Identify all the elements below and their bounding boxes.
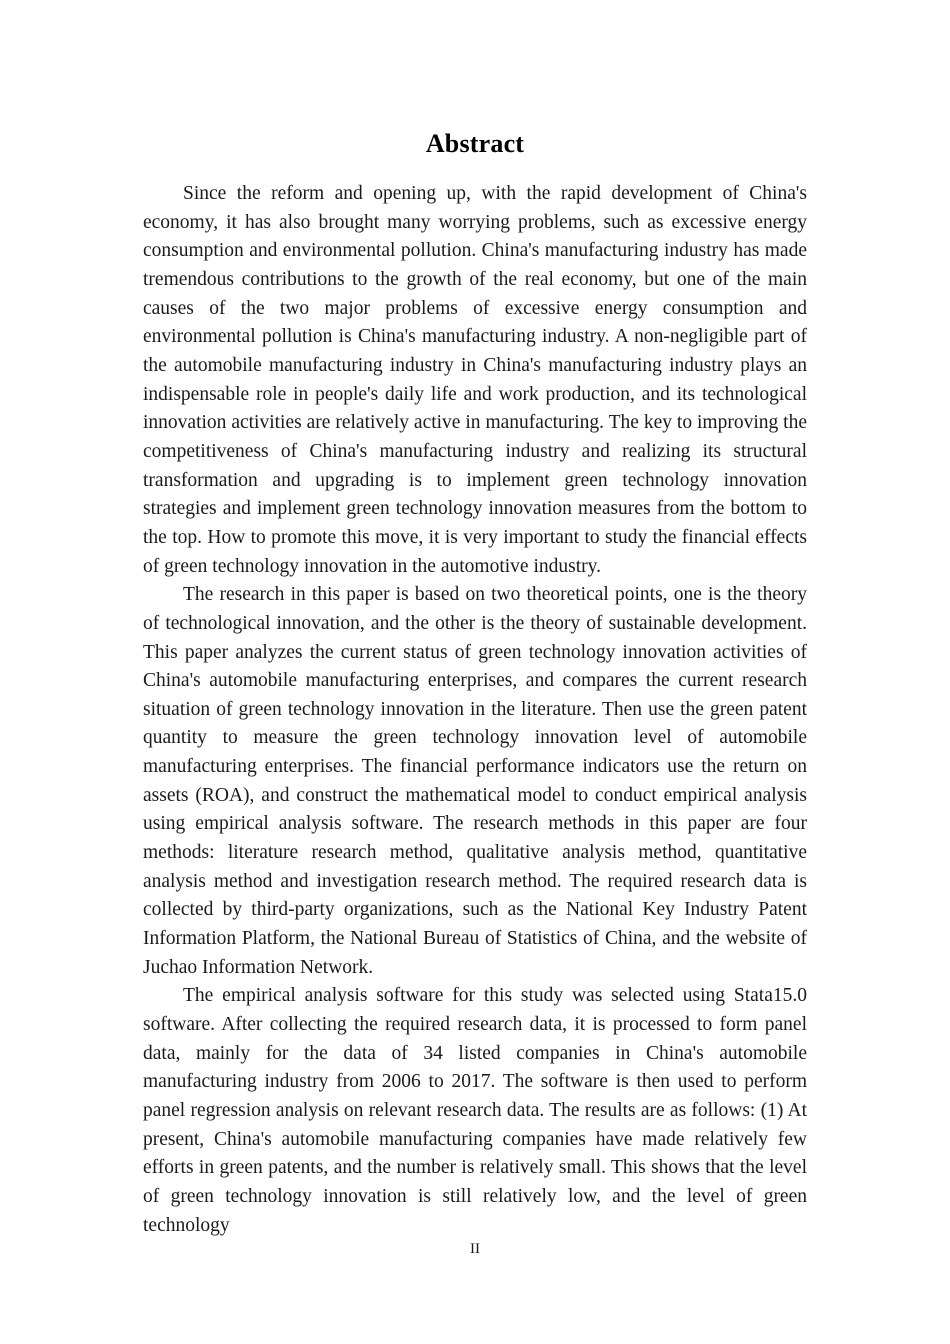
paragraph: The research in this paper is based on two theoretical points, one is the theory of technological innovation, and the other is the theory of sustainable development. This paper analyzes the current status of green technology innovation activities of China's automobile manufacturing enterprises, and compares the current research situation of green technology innovation in the literature. Then use the green patent quantity to measure the green technology innovation level of automobile manufacturing enterprises. The financial performance indicators use the return on assets (ROA), and construct the mathematical model to conduct empirical analysis using empirical analysis software. The research methods in this paper are four methods: literature research method, qualitative analysis method, quantitative analysis method and investigation research method. The required research data is collected by third-party organizations, such as the National Key Industry Patent Information Platform, the National Bureau of Statistics of China, and the website of Juchao Information Network. [143, 584, 807, 978]
paragraph: Since the reform and opening up, with the rapid development of China's economy, it has also brought many worrying problems, such as excessive energy consumption and environmental pollution. China's manufacturing industry has made tremendous contributions to the growth of the real economy, but one of the main causes of the two major problems of excessive energy consumption and environmental pollution is China's manufacturing industry. A non-negligible part of the automobile manufacturing industry in China's manufacturing industry plays an indispensable role in people's daily life and work production, and its technological innovation activities are relatively active in manufacturing. The key to improving the competitiveness of China's manufacturing industry and realizing its structural transformation and upgrading is to implement green technology innovation strategies and implement green technology innovation measures from the bottom to the top. How to promote this move, it is very important to study the financial effects of green technology innovation in the automotive industry. [143, 183, 807, 577]
abstract-body [143, 180, 807, 1269]
page-number: II [470, 1241, 480, 1257]
page-title: Abstract [425, 129, 525, 159]
paragraph: The empirical analysis software for this study was selected using Stata15.0 software. After collecting the required research data, it is processed to form panel data, mainly for the data of 34 listed companies in China's automobile manufacturing industry from 2006 to 2017. The software is then used to perform panel regression analysis on relevant research data. The results are as follows: (1) At present, China's automobile manufacturing companies have made relatively few efforts in green patents, and the number is relatively small. This shows that the level of green technology innovation is still relatively low, and the level of green technology [143, 985, 807, 1236]
